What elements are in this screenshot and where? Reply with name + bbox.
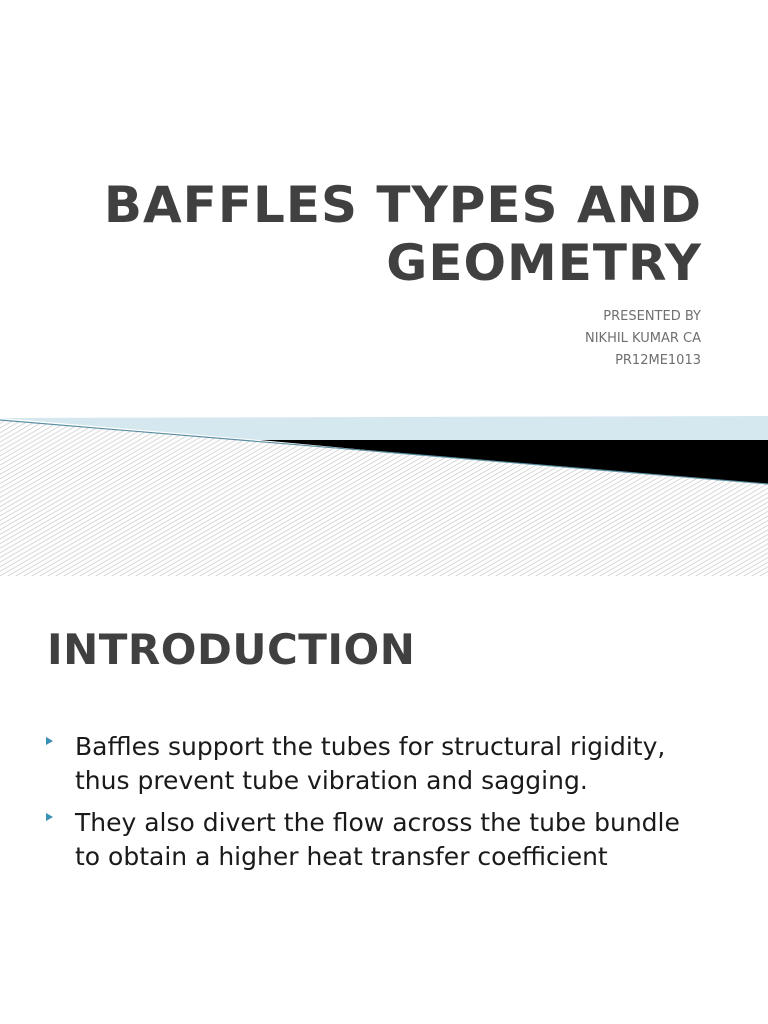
slide-title (22, 176, 702, 292)
decorative-wave-band (0, 400, 768, 576)
bullet-text: They also divert the flow across the tube bundle to obtain a higher heat transfer coefficient (75, 808, 680, 871)
bullet-arrow-icon (46, 813, 53, 821)
bullet-list (46, 730, 686, 882)
bullet-arrow-icon (46, 737, 53, 745)
slide-subtitle (301, 306, 701, 372)
introduction-slide (0, 576, 768, 1024)
slide-title-line-1: BAFFLES TYPES AND (103, 176, 702, 234)
slide-title-line-2: GEOMETRY (386, 234, 702, 292)
presenter-name: NIKHIL KUMAR CA (584, 331, 701, 346)
bullet-item (46, 806, 686, 874)
bullet-item (46, 730, 686, 798)
section-heading: INTRODUCTION (47, 625, 416, 674)
presented-by-label: PRESENTED BY (603, 309, 701, 324)
bullet-text: Baffles support the tubes for structural rigidity, thus prevent tube vibration and sagging. (75, 732, 666, 795)
presenter-id: PR12ME1013 (615, 353, 701, 368)
